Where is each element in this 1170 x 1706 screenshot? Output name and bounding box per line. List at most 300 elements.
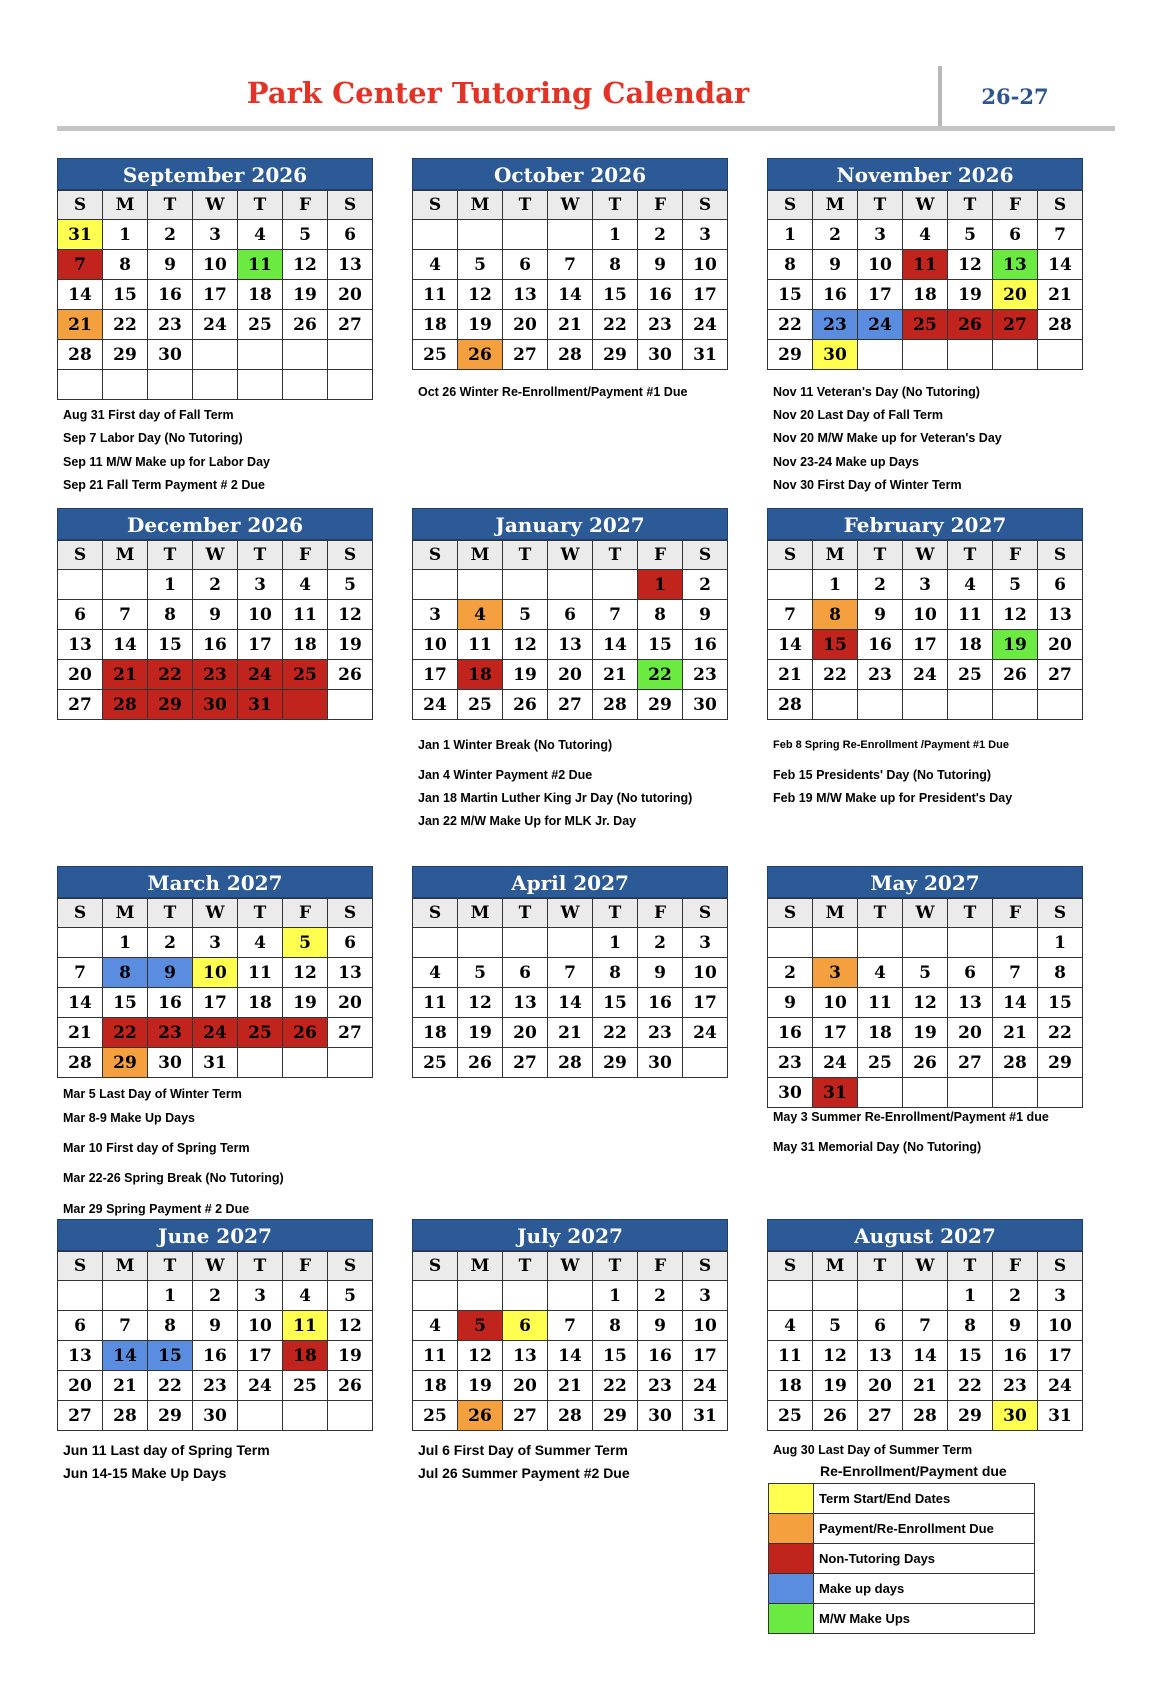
day-cell: 31	[58, 220, 103, 250]
day-cell: 4	[413, 1311, 458, 1341]
day-cell: 19	[283, 280, 328, 310]
empty-cell	[58, 1281, 103, 1311]
day-cell: 22	[593, 1371, 638, 1401]
day-cell: 9	[768, 988, 813, 1018]
day-cell: 28	[103, 1401, 148, 1431]
day-cell: 28	[103, 690, 148, 720]
note: Mar 8-9 Make Up Days	[63, 1111, 196, 1125]
empty-cell	[813, 928, 858, 958]
day-cell: 17	[683, 1341, 728, 1371]
weekday-header: T	[593, 899, 638, 928]
day-cell: 17	[813, 1018, 858, 1048]
day-cell: 20	[503, 1018, 548, 1048]
day-cell: 29	[148, 690, 193, 720]
day-cell: 9	[148, 958, 193, 988]
day-cell: 8	[593, 1311, 638, 1341]
day-cell: 28	[58, 1048, 103, 1078]
day-cell: 2	[768, 958, 813, 988]
day-cell: 20	[503, 1371, 548, 1401]
day-cell: 1	[813, 570, 858, 600]
weekday-header: S	[1038, 899, 1083, 928]
day-cell: 3	[413, 600, 458, 630]
day-cell: 27	[1038, 660, 1083, 690]
month-title: November 2026	[767, 158, 1083, 190]
legend-title: Re-Enrollment/Payment due	[820, 1463, 1007, 1479]
legend-swatch-red	[769, 1544, 814, 1573]
day-cell: 26	[503, 690, 548, 720]
weekday-header: M	[458, 899, 503, 928]
month-title: December 2026	[57, 508, 373, 540]
day-cell: 17	[193, 280, 238, 310]
weekday-header: W	[548, 191, 593, 220]
day-cell: 7	[1038, 220, 1083, 250]
day-cell: 5	[458, 1311, 503, 1341]
day-cell: 18	[903, 280, 948, 310]
note: Jul 6 First Day of Summer Term	[418, 1442, 628, 1458]
day-cell: 20	[328, 988, 373, 1018]
day-cell: 18	[948, 630, 993, 660]
empty-cell	[948, 690, 993, 720]
calendar-grid	[767, 190, 1083, 370]
month-title: August 2027	[767, 1219, 1083, 1251]
day-cell: 28	[1038, 310, 1083, 340]
day-cell: 29	[768, 340, 813, 370]
day-cell: 27	[548, 690, 593, 720]
day-cell: 21	[548, 1371, 593, 1401]
legend-swatch-orange	[769, 1514, 814, 1543]
day-cell: 27	[328, 1018, 373, 1048]
day-cell: 2	[638, 220, 683, 250]
day-cell: 1	[103, 220, 148, 250]
day-cell: 25	[948, 660, 993, 690]
day-cell: 18	[283, 1341, 328, 1371]
day-cell: 17	[238, 1341, 283, 1371]
day-cell: 3	[238, 1281, 283, 1311]
day-cell: 31	[813, 1078, 858, 1108]
day-cell: 15	[948, 1341, 993, 1371]
day-cell: 11	[283, 1311, 328, 1341]
empty-cell	[903, 928, 948, 958]
day-cell: 31	[683, 1401, 728, 1431]
day-cell: 10	[238, 1311, 283, 1341]
day-cell: 18	[413, 310, 458, 340]
day-cell: 26	[903, 1048, 948, 1078]
day-cell: 9	[638, 250, 683, 280]
day-cell: 7	[103, 1311, 148, 1341]
day-cell: 18	[413, 1018, 458, 1048]
day-cell: 25	[283, 660, 328, 690]
weekday-header: S	[328, 191, 373, 220]
day-cell: 2	[813, 220, 858, 250]
day-cell: 30	[148, 340, 193, 370]
day-cell: 5	[283, 928, 328, 958]
day-cell: 13	[328, 958, 373, 988]
day-cell: 8	[148, 1311, 193, 1341]
weekday-header: S	[58, 191, 103, 220]
day-cell: 11	[238, 958, 283, 988]
empty-cell	[238, 1401, 283, 1431]
day-cell: 7	[903, 1311, 948, 1341]
legend-label: Non-Tutoring Days	[819, 1551, 936, 1566]
note: Nov 11 Veteran's Day (No Tutoring)	[773, 385, 980, 399]
day-cell: 18	[768, 1371, 813, 1401]
empty-cell	[683, 1048, 728, 1078]
weekday-header: S	[1038, 1252, 1083, 1281]
day-cell: 25	[238, 310, 283, 340]
empty-cell	[503, 1281, 548, 1311]
day-cell: 6	[993, 220, 1038, 250]
day-cell: 20	[503, 310, 548, 340]
day-cell: 5	[813, 1311, 858, 1341]
day-cell: 5	[283, 220, 328, 250]
day-cell: 29	[103, 340, 148, 370]
legend-label: Make up days	[819, 1581, 905, 1596]
day-cell: 14	[1038, 250, 1083, 280]
day-cell: 10	[683, 958, 728, 988]
day-cell: 6	[503, 250, 548, 280]
day-cell: 9	[638, 1311, 683, 1341]
weekday-header: W	[903, 899, 948, 928]
weekday-header: W	[903, 1252, 948, 1281]
day-cell: 1	[148, 1281, 193, 1311]
month-january-2027	[412, 508, 728, 720]
day-cell: 31	[238, 690, 283, 720]
note: Mar 10 First day of Spring Term	[63, 1141, 250, 1155]
day-cell: 21	[993, 1018, 1038, 1048]
day-cell: 19	[328, 630, 373, 660]
day-cell: 7	[58, 250, 103, 280]
day-cell: 16	[193, 630, 238, 660]
day-cell: 14	[103, 630, 148, 660]
note: Jan 22 M/W Make Up for MLK Jr. Day	[418, 814, 637, 828]
weekday-header: S	[1038, 191, 1083, 220]
weekday-header: M	[813, 1252, 858, 1281]
day-cell: 12	[458, 280, 503, 310]
day-cell: 17	[858, 280, 903, 310]
month-october-2026	[412, 158, 728, 370]
month-title: April 2027	[412, 866, 728, 898]
day-cell: 22	[593, 310, 638, 340]
weekday-header: M	[103, 1252, 148, 1281]
weekday-header: T	[503, 541, 548, 570]
weekday-header: W	[193, 1252, 238, 1281]
day-cell: 24	[683, 1018, 728, 1048]
weekday-header: T	[503, 191, 548, 220]
day-cell: 29	[1038, 1048, 1083, 1078]
day-cell: 21	[593, 660, 638, 690]
day-cell: 25	[283, 1371, 328, 1401]
weekday-header: M	[103, 541, 148, 570]
day-cell: 13	[503, 280, 548, 310]
day-cell: 8	[768, 250, 813, 280]
day-cell: 30	[638, 1048, 683, 1078]
day-cell: 21	[1038, 280, 1083, 310]
day-cell: 14	[58, 988, 103, 1018]
day-cell: 14	[593, 630, 638, 660]
day-cell: 23	[638, 310, 683, 340]
day-cell: 21	[103, 660, 148, 690]
empty-cell	[103, 570, 148, 600]
empty-cell	[238, 370, 283, 400]
day-cell: 11	[858, 988, 903, 1018]
note: Jan 18 Martin Luther King Jr Day (No tutoring)	[418, 791, 693, 805]
day-cell: 12	[328, 1311, 373, 1341]
day-cell: 17	[683, 280, 728, 310]
day-cell: 7	[768, 600, 813, 630]
day-cell: 9	[148, 250, 193, 280]
day-cell: 19	[458, 310, 503, 340]
day-cell: 8	[103, 958, 148, 988]
empty-cell	[948, 340, 993, 370]
legend-item	[769, 1604, 1035, 1634]
day-cell: 10	[238, 600, 283, 630]
day-cell: 27	[858, 1401, 903, 1431]
day-cell: 22	[638, 660, 683, 690]
day-cell: 27	[58, 1401, 103, 1431]
weekday-header: S	[328, 541, 373, 570]
day-cell: 4	[283, 1281, 328, 1311]
day-cell: 24	[238, 1371, 283, 1401]
empty-cell	[458, 928, 503, 958]
legend	[768, 1483, 1035, 1634]
calendar-grid	[57, 898, 373, 1078]
day-cell: 1	[948, 1281, 993, 1311]
day-cell: 14	[993, 988, 1038, 1018]
empty-cell	[413, 1281, 458, 1311]
day-cell: 11	[413, 280, 458, 310]
month-june-2027	[57, 1219, 373, 1431]
note: Nov 20 M/W Make up for Veteran's Day	[773, 431, 1002, 445]
day-cell: 16	[858, 630, 903, 660]
empty-cell	[858, 1281, 903, 1311]
day-cell: 14	[768, 630, 813, 660]
empty-cell	[283, 1401, 328, 1431]
weekday-header: S	[328, 899, 373, 928]
weekday-header: M	[458, 541, 503, 570]
weekday-header: F	[283, 1252, 328, 1281]
empty-cell	[238, 1048, 283, 1078]
day-cell: 21	[768, 660, 813, 690]
empty-cell	[858, 340, 903, 370]
day-cell: 4	[283, 570, 328, 600]
day-cell: 13	[548, 630, 593, 660]
calendar-grid	[412, 540, 728, 720]
day-cell: 3	[858, 220, 903, 250]
note: Sep 7 Labor Day (No Tutoring)	[63, 431, 243, 445]
day-cell: 29	[103, 1048, 148, 1078]
month-title: September 2026	[57, 158, 373, 190]
day-cell: 29	[593, 1401, 638, 1431]
day-cell: 20	[548, 660, 593, 690]
legend-label: Term Start/End Dates	[819, 1491, 951, 1506]
day-cell: 24	[413, 690, 458, 720]
day-cell: 26	[458, 340, 503, 370]
day-cell: 30	[638, 340, 683, 370]
day-cell: 15	[593, 1341, 638, 1371]
empty-cell	[413, 570, 458, 600]
note: Nov 23-24 Make up Days	[773, 455, 919, 469]
day-cell: 29	[593, 340, 638, 370]
month-title: June 2027	[57, 1219, 373, 1251]
day-cell: 30	[768, 1078, 813, 1108]
day-cell: 9	[993, 1311, 1038, 1341]
day-cell: 17	[413, 660, 458, 690]
day-cell: 25	[858, 1048, 903, 1078]
empty-cell	[283, 340, 328, 370]
weekday-header: T	[593, 191, 638, 220]
day-cell: 26	[328, 660, 373, 690]
weekday-header: T	[948, 899, 993, 928]
empty-cell	[548, 570, 593, 600]
weekday-header: M	[458, 1252, 503, 1281]
day-cell: 18	[238, 280, 283, 310]
weekday-header: F	[638, 191, 683, 220]
day-cell: 19	[458, 1018, 503, 1048]
month-title: March 2027	[57, 866, 373, 898]
day-cell: 5	[503, 600, 548, 630]
weekday-header: S	[58, 541, 103, 570]
day-cell: 3	[903, 570, 948, 600]
page-title: Park Center Tutoring Calendar	[246, 76, 750, 110]
calendar-grid	[412, 190, 728, 370]
weekday-header: T	[238, 191, 283, 220]
weekday-header: S	[683, 899, 728, 928]
day-cell: 19	[283, 988, 328, 1018]
note: Aug 30 Last Day of Summer Term	[773, 1443, 973, 1457]
weekday-header: S	[768, 191, 813, 220]
day-cell: 15	[148, 1341, 193, 1371]
day-cell: 8	[638, 600, 683, 630]
empty-cell	[328, 1048, 373, 1078]
day-cell: 7	[548, 958, 593, 988]
month-september-2026	[57, 158, 373, 400]
empty-cell	[193, 340, 238, 370]
day-cell: 23	[858, 660, 903, 690]
day-cell: 1	[593, 1281, 638, 1311]
day-cell: 13	[993, 250, 1038, 280]
weekday-header: T	[948, 541, 993, 570]
note: Feb 15 Presidents' Day (No Tutoring)	[773, 768, 992, 782]
day-cell: 5	[458, 250, 503, 280]
empty-cell	[903, 1078, 948, 1108]
day-cell: 31	[193, 1048, 238, 1078]
weekday-header: S	[58, 899, 103, 928]
day-cell: 1	[638, 570, 683, 600]
day-cell: 6	[548, 600, 593, 630]
empty-cell	[413, 928, 458, 958]
day-cell: 20	[328, 280, 373, 310]
empty-cell	[768, 570, 813, 600]
weekday-header: M	[103, 899, 148, 928]
day-cell: 20	[948, 1018, 993, 1048]
month-title: February 2027	[767, 508, 1083, 540]
day-cell: 7	[103, 600, 148, 630]
day-cell: 8	[948, 1311, 993, 1341]
empty-cell	[503, 220, 548, 250]
day-cell: 19	[328, 1341, 373, 1371]
empty-cell	[58, 928, 103, 958]
day-cell: 15	[103, 280, 148, 310]
day-cell: 10	[1038, 1311, 1083, 1341]
day-cell: 20	[993, 280, 1038, 310]
day-cell: 3	[193, 220, 238, 250]
day-cell: 13	[948, 988, 993, 1018]
day-cell: 3	[813, 958, 858, 988]
day-cell: 27	[328, 310, 373, 340]
day-cell: 23	[813, 310, 858, 340]
day-cell: 24	[683, 1371, 728, 1401]
calendar-grid	[767, 1251, 1083, 1431]
day-cell: 10	[193, 250, 238, 280]
day-cell: 1	[768, 220, 813, 250]
note: Mar 29 Spring Payment # 2 Due	[63, 1202, 250, 1216]
day-cell: 6	[503, 958, 548, 988]
day-cell: 13	[503, 988, 548, 1018]
day-cell: 22	[103, 310, 148, 340]
day-cell: 12	[993, 600, 1038, 630]
day-cell: 8	[593, 250, 638, 280]
calendar-grid	[412, 898, 728, 1078]
weekday-header: M	[813, 191, 858, 220]
day-cell: 24	[858, 310, 903, 340]
day-cell: 2	[858, 570, 903, 600]
day-cell: 24	[903, 660, 948, 690]
day-cell: 25	[413, 1048, 458, 1078]
day-cell: 2	[193, 1281, 238, 1311]
day-cell: 26	[948, 310, 993, 340]
day-cell: 29	[948, 1401, 993, 1431]
empty-cell	[1038, 690, 1083, 720]
day-cell: 26	[458, 1401, 503, 1431]
day-cell: 16	[638, 280, 683, 310]
weekday-header: T	[148, 1252, 193, 1281]
day-cell: 22	[768, 310, 813, 340]
day-cell: 6	[328, 928, 373, 958]
weekday-header: M	[458, 191, 503, 220]
day-cell: 28	[58, 340, 103, 370]
day-cell: 17	[903, 630, 948, 660]
day-cell: 30	[638, 1401, 683, 1431]
day-cell: 6	[1038, 570, 1083, 600]
day-cell: 4	[413, 958, 458, 988]
note: Aug 31 First day of Fall Term	[63, 408, 234, 422]
month-title: January 2027	[412, 508, 728, 540]
day-cell: 10	[903, 600, 948, 630]
weekday-header: M	[813, 541, 858, 570]
day-cell: 23	[148, 1018, 193, 1048]
empty-cell	[103, 1281, 148, 1311]
weekday-header: M	[103, 191, 148, 220]
day-cell: 20	[858, 1371, 903, 1401]
month-february-2027	[767, 508, 1083, 720]
day-cell: 2	[193, 570, 238, 600]
note: Jul 26 Summer Payment #2 Due	[418, 1465, 630, 1481]
empty-cell	[193, 370, 238, 400]
day-cell: 7	[993, 958, 1038, 988]
day-cell: 4	[768, 1311, 813, 1341]
weekday-header: S	[768, 541, 813, 570]
day-cell: 10	[683, 1311, 728, 1341]
legend-item	[769, 1544, 1035, 1574]
day-cell: 3	[193, 928, 238, 958]
note: May 3 Summer Re-Enrollment/Payment #1 due	[773, 1110, 1049, 1124]
day-cell: 7	[58, 958, 103, 988]
day-cell: 16	[768, 1018, 813, 1048]
day-cell: 8	[593, 958, 638, 988]
month-august-2027	[767, 1219, 1083, 1431]
day-cell: 10	[193, 958, 238, 988]
empty-cell	[813, 690, 858, 720]
